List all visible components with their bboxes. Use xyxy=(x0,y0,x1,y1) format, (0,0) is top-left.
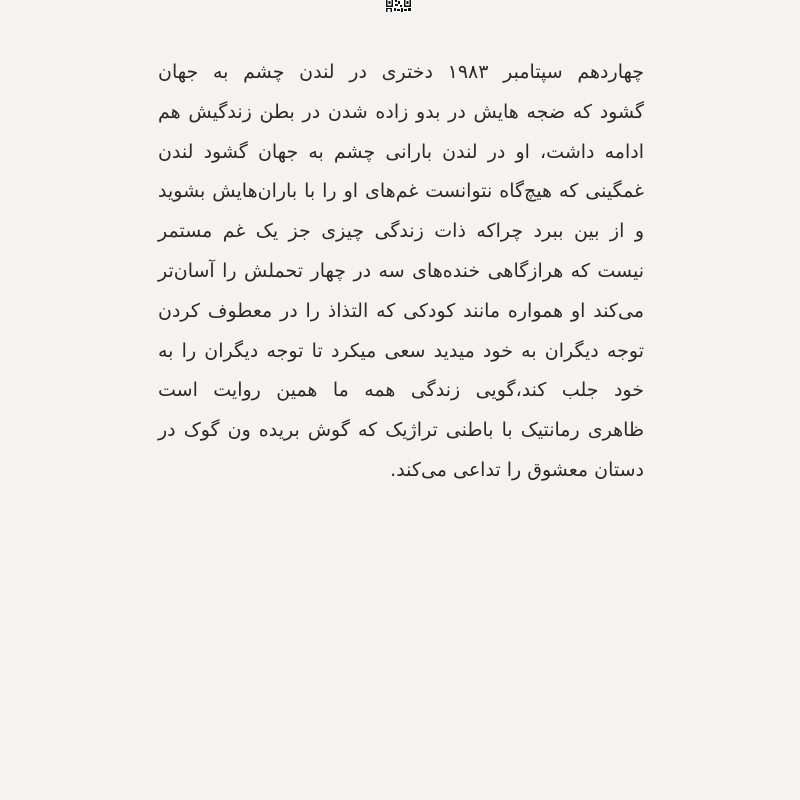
text-line: توجه دیگران به خود میدید سعی میکرد تا توجه دیگران را به xyxy=(158,339,644,362)
synopsis-paragraph xyxy=(158,53,644,491)
text-line: نیست که هرازگاهی خنده‌های سه در چهار تحملش را آسان‌تر xyxy=(158,259,644,282)
qr-code-icon xyxy=(385,0,412,12)
text-line: ادامه داشت، او در لندن بارانی چشم به جهان گشود لندن xyxy=(158,140,644,163)
text-line: دستان معشوق را تداعی می‌کند. xyxy=(390,458,644,481)
text-line: غمگینی که هیچ‌گاه نتوانست غم‌های او را با باران‌هایش بشوید xyxy=(158,180,644,203)
text-line: ظاهری رمانتیک با باطنی تراژیک که گوش بریده ون گوک در xyxy=(158,419,644,442)
text-line: می‌کند او همواره مانند کودکی که التذاذ را در معطوف کردن xyxy=(158,299,644,322)
text-line: گشود که ضجه هایش در بدو زاده شدن در بطن زندگیش هم xyxy=(158,100,644,123)
text-line: خود جلب کند،گویی زندگی همه ما همین روایت است xyxy=(158,379,644,402)
text-line: چهاردهم سپتامبر ۱۹۸۳ دختری در لندن چشم به جهان xyxy=(158,61,644,83)
text-line: و از بین ببرد چراکه ذات زندگی چیزی جز یک غم مستمر xyxy=(158,220,644,243)
